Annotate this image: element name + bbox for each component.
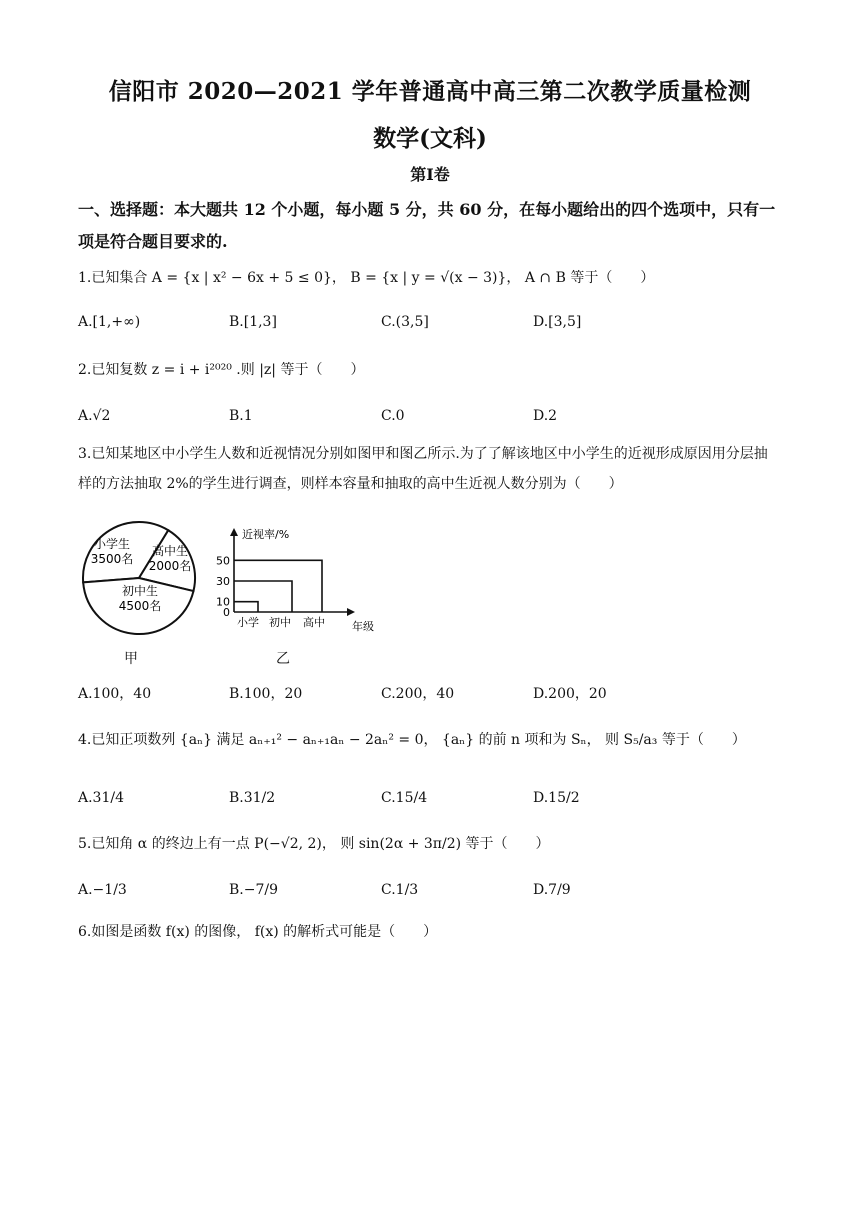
question-5-stem: 5.已知角 α 的终边上有一点 P(−√2, 2)， 则 sin(2α + 3π/2) 等于（ ） — [78, 836, 550, 852]
question-4-option-a: A.31/4 — [78, 790, 124, 806]
exam-title: 信阳市 2020—2021 学年普通高中高三第二次教学质量检测 — [108, 78, 752, 105]
question-6-stem: 6.如图是函数 f(x) 的图像， f(x) 的解析式可能是（ ） — [78, 924, 438, 940]
pie-label-middle-count: 4500名 — [118, 599, 162, 613]
question-1-option-c: C.(3,5] — [381, 314, 429, 330]
question-2-stem: 2.已知复数 z = i + i²⁰²⁰ .则 |z| 等于（ ） — [78, 362, 365, 378]
question-3-option-a: A.100，40 — [78, 686, 152, 702]
question-1-option-a: A.[1,+∞) — [78, 314, 141, 330]
question-5-option-b: B.−7/9 — [229, 882, 278, 898]
question-5-option-c: C.1/3 — [381, 882, 419, 898]
question-2-option-c: C.0 — [381, 408, 405, 424]
pie-label-high-name: 高中生 — [151, 544, 189, 558]
pie-label-high-count: 2000名 — [148, 559, 192, 573]
question-4-option-c: C.15/4 — [381, 790, 428, 806]
question-3-option-c: C.200，40 — [381, 686, 455, 702]
exam-subtitle: 数学(文科) — [373, 125, 487, 152]
question-3-stem: 3.已知某地区中小学生人数和近视情况分别如图甲和图乙所示.为了了解该地区中小学生的近视形成原因用分层抽样的方法抽取 2%的学生进行调查，则样本容量和抽取的高中生近视人数分别为（ ） — [78, 446, 768, 492]
pie-figure — [74, 518, 204, 636]
bar-x-tick-label: 初中 — [269, 616, 291, 629]
bar-小学 — [234, 602, 258, 612]
bar-x-tick-label: 高中 — [303, 616, 325, 629]
question-3-option-d: D.200，20 — [533, 686, 607, 702]
bar-chart-ylabel: 近视率/% — [242, 528, 290, 541]
question-4-stem: 4.已知正项数列 {aₙ} 满足 aₙ₊₁² − aₙ₊₁aₙ − 2aₙ² = 0， {aₙ} 的前 n 项和为 Sₙ， 则 S₅/a₃ 等于（ ） — [78, 732, 746, 748]
y-axis-arrow-icon — [230, 528, 238, 536]
bar-y-tick-label: 0 — [223, 606, 230, 619]
question-1-option-b: B.[1,3] — [229, 314, 277, 330]
bar-chart-marks — [234, 560, 325, 629]
pie-label-primary-count: 3500名 — [90, 552, 134, 566]
question-4-option-d: D.15/2 — [533, 790, 580, 806]
pie-caption: 甲 — [124, 651, 138, 667]
question-1-option-d: D.[3,5] — [533, 314, 582, 330]
bar-caption: 乙 — [276, 651, 290, 667]
bar-高中 — [234, 560, 322, 612]
bar-chart — [212, 520, 382, 635]
question-2-option-a: A.√2 — [78, 408, 111, 424]
volume-label: 第Ⅰ卷 — [410, 165, 450, 184]
bar-y-tick-label: 30 — [216, 575, 230, 588]
question-3-option-b: B.100，20 — [229, 686, 303, 702]
question-1-stem: 1.已知集合 A = {x | x² − 6x + 5 ≤ 0}， B = {x | y = √(x − 3)}， A ∩ B 等于（ ） — [78, 270, 655, 286]
question-2-option-d: D.2 — [533, 408, 558, 424]
bar-chart-xlabel: 年级 — [352, 620, 374, 633]
question-5-option-d: D.7/9 — [533, 882, 571, 898]
pie-label-middle-name: 初中生 — [121, 584, 159, 598]
bar-chart-axes — [216, 528, 355, 619]
x-axis-arrow-icon — [347, 608, 355, 616]
bar-y-tick-label: 10 — [216, 595, 230, 609]
question-2-option-b: B.1 — [229, 408, 253, 424]
pie-label-primary-name: 小学生 — [93, 537, 131, 551]
bar-y-tick-label: 50 — [216, 554, 230, 568]
bar-x-tick-label: 小学 — [237, 616, 259, 629]
bar-初中 — [234, 581, 292, 612]
section-heading: 一、选择题：本大题共 12 个小题，每小题 5 分，共 60 分，在每小题给出的四个选项中，只有一项是符合题目要求的. — [78, 200, 776, 251]
question-5-option-a: A.−1/3 — [78, 882, 127, 898]
question-4-option-b: B.31/2 — [229, 790, 276, 806]
